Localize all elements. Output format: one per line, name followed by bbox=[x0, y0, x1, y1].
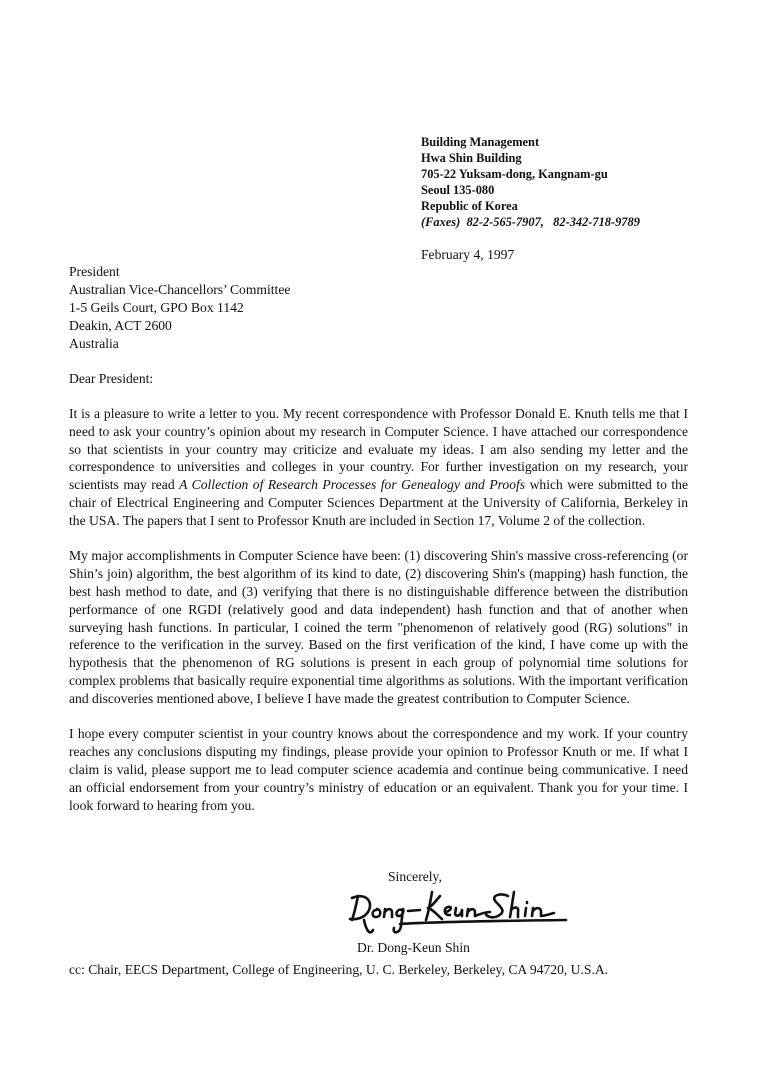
handwritten-signature bbox=[340, 886, 575, 938]
letter-body bbox=[69, 405, 688, 832]
sender-line-1: Building Management bbox=[421, 135, 540, 149]
salutation: Dear President: bbox=[69, 371, 154, 386]
publication-title: A Collection of Research Processes for Genealogy and Proofs bbox=[179, 477, 526, 493]
fax-number-1: 82-2-565-7907, bbox=[466, 215, 544, 229]
recipient-address bbox=[69, 263, 290, 353]
paragraph-1-part-a: It is a pleasure to write a letter to you. My recent correspondence with Professor Donald E. Knuth tells me that I need to ask your country’s opinion about my research in Computer Science. I have attached our correspondence so that scientists in your country may criticize and evaluate my ideas. I am also sending my letter and the correspondence to universities and colleges in your country. For further investigation on my research, your scientists may read bbox=[69, 406, 688, 493]
recipient-line-3: 1-5 Geils Court, GPO Box 1142 bbox=[69, 300, 244, 315]
paragraph-3: I hope every computer scientist in your country knows about the correspondence and my work. If your country reaches any conclusions disputing my findings, please provide your opinion to Professor Knuth or me. If what I claim is valid, please support me to lead computer science academia and continue being communicative. I need an official endorsement from your country’s ministry of education or an equivalent. Thank you for your time. I look forward to hearing from you. bbox=[69, 726, 688, 813]
recipient-line-2: Australian Vice-Chancellors’ Committee bbox=[69, 282, 291, 297]
signer-name: Dr. Dong-Keun Shin bbox=[357, 940, 470, 955]
recipient-line-1: President bbox=[69, 264, 120, 279]
paragraph-1-part-b: which were submitted to the chair of Electrical Engineering and Computer Sciences Department at the University of California, Berkeley in the USA. The papers that I sent to Professor Knuth are included in Section 17, Volume 2 of the collection. bbox=[69, 477, 688, 528]
fax-number-2: 82-342-718-9789 bbox=[553, 215, 640, 229]
sender-line-4: Seoul 135-080 bbox=[421, 183, 495, 197]
cc-line: cc: Chair, EECS Department, College of Engineering, U. C. Berkeley, Berkeley, CA 94720, U.S.A. bbox=[69, 962, 609, 977]
sender-line-2: Hwa Shin Building bbox=[421, 151, 522, 165]
fax-label: (Faxes) bbox=[421, 215, 461, 229]
sender-line-5: Republic of Korea bbox=[421, 199, 518, 213]
closing: Sincerely, bbox=[388, 869, 442, 884]
recipient-line-4: Deakin, ACT 2600 bbox=[69, 318, 172, 333]
paragraph-1 bbox=[69, 405, 688, 530]
recipient-line-5: Australia bbox=[69, 336, 119, 351]
sender-fax-line bbox=[421, 214, 640, 230]
letter-date: February 4, 1997 bbox=[421, 247, 515, 262]
sender-line-3: 705-22 Yuksam-dong, Kangnam-gu bbox=[421, 167, 608, 181]
sender-address bbox=[421, 134, 640, 230]
paragraph-2: My major accomplishments in Computer Science have been: (1) discovering Shin's massive cross-referencing (or Shin’s join) algorithm, the best algorithm of its kind to date, (2) discovering Shin's (mapping) hash function, the best hash method to date, and (3) verifying that there is no distinguishable difference between the distribution performance of one RGDI (relatively good and data independent) hash function and that of another when surveying hash functions. In particular, I coined the term "phenomenon of relatively good (RG) solutions" in reference to the verification in the survey. Based on the first verification of the kind, I have come up with the hypothesis that the phenomenon of RG solutions is present in each group of polynomial time solutions for complex problems that basically require exponential time algorithms as solutions. With the important verification and discoveries mentioned above, I believe I have made the greatest contribution to Computer Science. bbox=[69, 548, 688, 706]
